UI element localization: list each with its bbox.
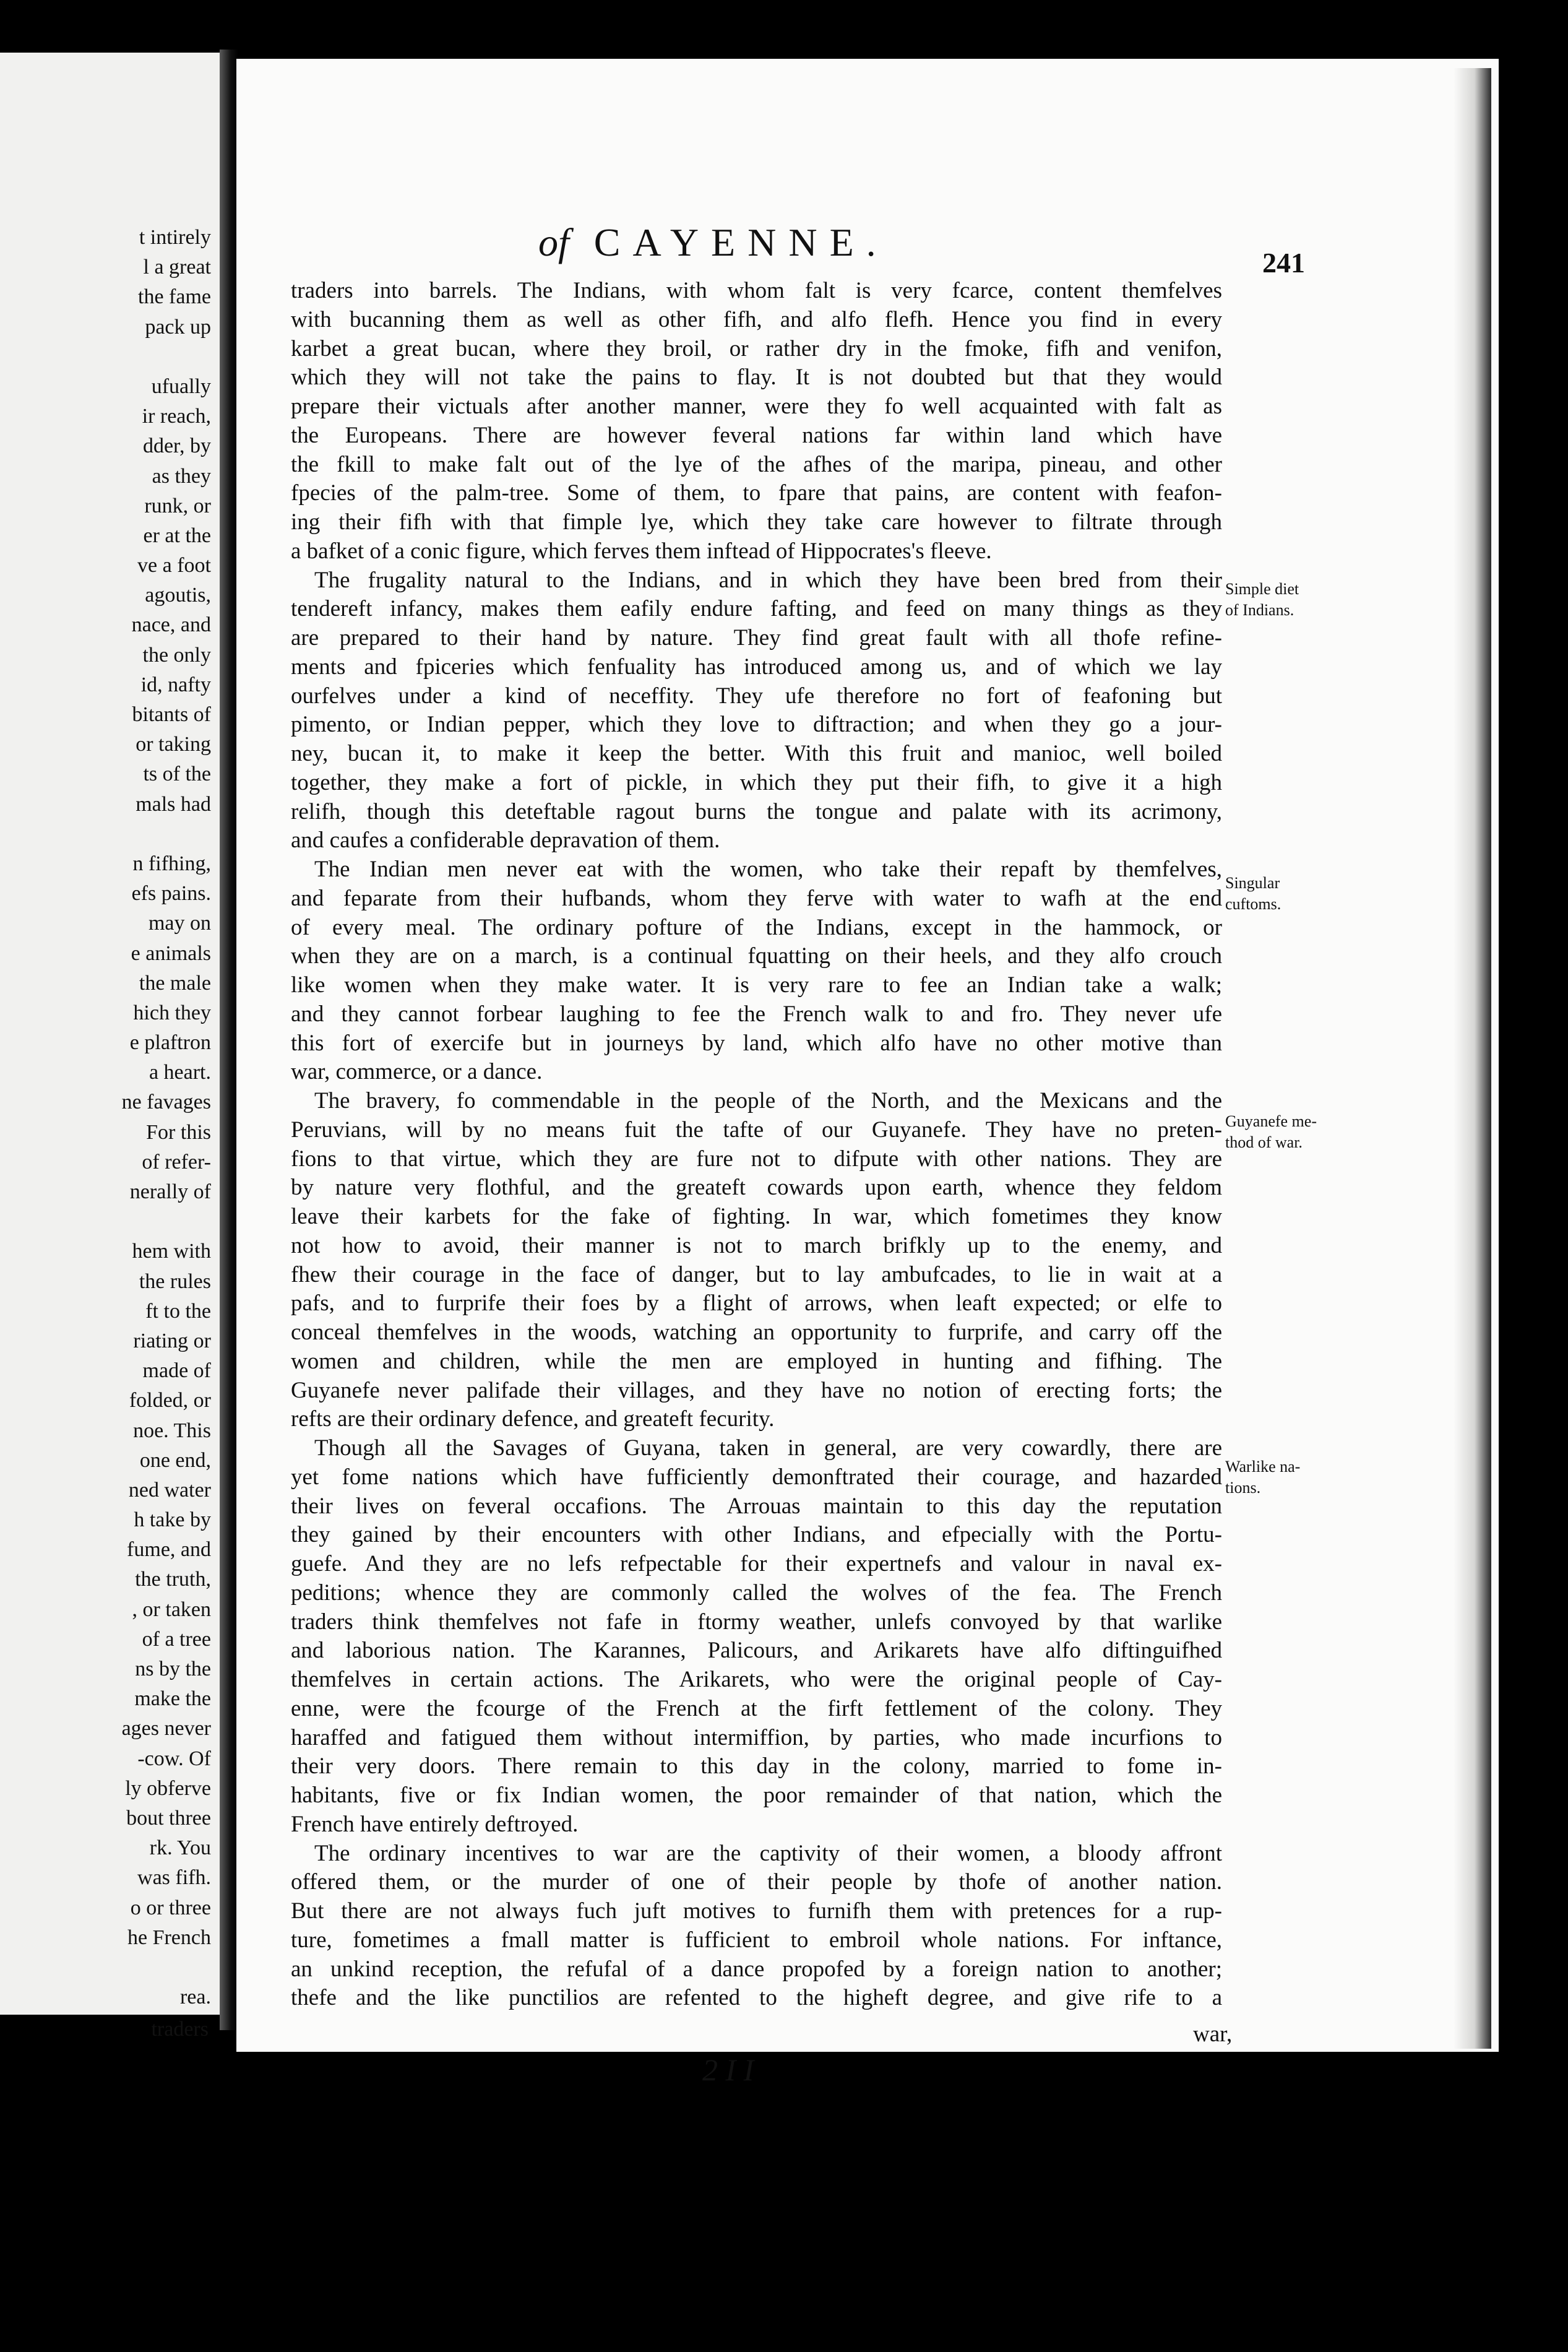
left-page-line: folded, or [129,1389,211,1412]
text-line: prepare their victuals after another manner, were they fo well acquainted with falt as [291,394,1222,419]
text-line: French have entirely deftroyed. [291,1811,579,1837]
left-page-line: fume, and [127,1538,211,1562]
text-line: traders into barrels. The Indians, with whom falt is very fcarce, content themfelves [291,278,1222,303]
left-page-line: rea. [179,1986,211,2009]
text-line: conceal themfelves in the woods, watching an opportunity to furprife, and carry off the [291,1320,1222,1345]
left-page-line [7,342,211,372]
text-line: not how to avoid, their manner is not to march brifkly up to the enemy, and [291,1232,1222,1258]
left-page-line: the fame [138,285,211,309]
left-page-catchword: traders [151,2018,209,2041]
margin-note-line: cuftoms. [1225,895,1282,913]
text-line: ney, bucan it, to make it keep the better. With this fruit and manioc, well boiled [291,741,1222,766]
text-line: peditions; whence they are commonly called the wolves of the fea. The French [291,1580,1222,1606]
text-line: But there are not always fuch juft motives to furnifh them with pretences for a rup- [291,1898,1222,1924]
left-page-line: made of [142,1359,211,1383]
text-line: yet fome nations which have fufficiently demonftrated their courage, and hazarded [291,1464,1222,1490]
text-line: war, commerce, or a dance. [291,1059,543,1085]
text-line: guefe. And they are no lefs refpectable for their expertnefs and valour in naval ex- [291,1551,1222,1576]
left-page-line: nerally of [129,1180,211,1203]
margin-note-line: Guyanefe me- [1225,1112,1317,1130]
left-page-line: o or three [130,1896,211,1919]
margin-note-line: Singular [1225,874,1280,892]
left-page-line: ve a foot [137,554,211,577]
text-line: karbet a great bucan, where they broil, or rather dry in the fmoke, fifh and venifon, [291,335,1222,361]
text-line: their very doors. There remain to this day in the colony, married to fome in- [291,1753,1222,1779]
margin-note-line: tions. [1225,1479,1261,1497]
text-line: and they cannot forbear laughing to fee the French walk to and fro. They never ufe [291,1001,1222,1027]
text-line: with bucanning them as well as other fifh, and alfo flefh. Hence you find in every [291,306,1222,332]
text-line: which they will not take the pains to flay. It is not doubted but that they would [291,365,1222,391]
text-line: fions to that virtue, which they are fure not to difpute with other nations. They are [291,1146,1222,1172]
left-page-line: agoutis, [145,584,211,607]
text-line: their lives on feveral occafions. The Arrouas maintain to this day the reputation [291,1493,1222,1519]
left-page-line: For this [146,1120,211,1144]
margin-note-line: of Indians. [1225,601,1294,619]
left-page-line: ly obferve [125,1776,211,1800]
left-page-line: id, nafty [140,673,211,696]
text-line: the fkill to make falt out of the lye of the afhes of the maripa, pineau, and other [291,451,1222,477]
text-line: The Indian men never eat with the women, who take their repaft by themfelves, [314,857,1222,882]
left-page-line: n fifhing, [132,852,211,875]
text-line: ments and fpiceries which fenfuality has introduced among us, and of which we lay [291,654,1222,680]
text-line: refts are their ordinary defence, and greateft fecurity. [291,1406,775,1432]
text-line: The ordinary incentives to war are the captivity of their women, a bloody affront [314,1840,1222,1866]
book-gutter [220,50,238,2030]
left-page-line: nace, and [131,613,211,637]
left-page-line: may on [148,912,211,935]
signature-mark: 2 I I [702,2052,754,2087]
text-line: pimento, or Indian pepper, which they love to diftraction; and when they go a jour- [291,712,1222,738]
left-page-line: e plaftron [129,1031,211,1055]
margin-note [1225,1456,1300,1498]
text-line: when they are on a march, is a continual fquatting on their heels, and they alfo crouch [291,943,1222,969]
text-line: ourfelves under a kind of neceffity. They ufe therefore no fort of feafoning but [291,683,1222,709]
header-of: of [538,220,569,264]
text-line: Peruvians, will by no means fuit the tafte of our Guyanefe. They have no preten- [291,1117,1222,1143]
left-page-line: noe. This [133,1419,211,1442]
text-line: enne, were the fcourge of the French at the firft fettlement of the colony. They [291,1695,1222,1721]
text-line: like women when they make water. It is very rare to fee an Indian take a walk; [291,972,1222,998]
text-line: the Europeans. There are however feveral nations far within land which have [291,422,1222,448]
left-page-line: riating or [133,1329,211,1352]
text-line: pafs, and to furprife their foes by a flight of arrows, when leaft expected; or elfe to [291,1291,1222,1317]
left-page-line: ne favages [121,1091,211,1114]
left-page-line: mals had [136,792,211,816]
text-line: themfelves in certain actions. The Arikarets, who were the original people of Cay- [291,1667,1222,1692]
left-page-line: -cow. Of [137,1747,211,1770]
margin-note [1225,1111,1317,1153]
left-page-line: efs pains. [131,882,211,906]
text-line: and laborious nation. The Karannes, Palicours, and Arikarets have alfo diftinguifhed [291,1638,1222,1664]
left-page-line: hem with [132,1240,211,1263]
page-edge-shadow [1454,68,1491,2049]
margin-note [1225,873,1281,915]
text-line: relifh, though this deteftable ragout burns the tongue and palate with its acrimony, [291,798,1222,824]
text-line: Guyanefe never palifade their villages, and they have no notion of erecting forts; the [291,1377,1222,1403]
left-page-line: make the [134,1687,211,1711]
left-page-line: he French [127,1926,211,1949]
text-line: by nature very flothful, and the greateft cowards upon earth, whence they feldom [291,1175,1222,1201]
text-line: ing their fifh with that fimple lye, which they take care however to filtrate through [291,509,1222,535]
left-page-line: a heart. [149,1061,211,1084]
text-line: tendereft infancy, makes them eafily endure fafting, and feed on many things as they [291,596,1222,622]
left-page-line: the male [139,971,211,995]
left-page-line: h take by [134,1508,211,1532]
left-page-line: l a great [143,256,211,279]
left-page-line: e animals [131,941,211,965]
left-page-line: ts of the [143,763,211,786]
left-facing-page [0,53,222,2041]
left-page-line: as they [152,464,211,488]
body-text [291,277,1222,2013]
page-number: 241 [1262,247,1305,279]
text-line: an unkind reception, the refufal of a dance propofed by a foreign nation to another; [291,1956,1222,1982]
text-line: fhew their courage in the face of danger, but to lay ambufcades, to lie in wait at a [291,1261,1222,1287]
left-page-line: ft to the [145,1299,211,1323]
text-line: Though all the Savages of Guyana, taken in general, are very cowardly, there are [314,1435,1222,1461]
text-line: The bravery, fo commendable in the people of the North, and the Mexicans and the [314,1088,1222,1113]
text-line: ture, fometimes a fmall matter is fufficient to embroil whole nations. For inftance, [291,1927,1222,1953]
text-line: together, they make a fort of pickle, in which they put their fifh, to give it a high [291,769,1222,795]
left-page-line: ns by the [135,1658,211,1680]
left-page-line [7,819,211,849]
left-page-line: was fifh. [137,1866,211,1890]
left-page-line [7,1953,211,1982]
left-page-line: hich they [133,1001,211,1024]
running-header [538,220,889,266]
left-page-line: of refer- [142,1150,211,1174]
text-line: and caufes a confiderable depravation of them. [291,828,720,854]
catchword: war, [1193,2021,1233,2047]
text-line: they gained by their encounters with other Indians, and efpecially with the Portu- [291,1522,1222,1548]
margin-note-line: Simple diet [1225,580,1299,598]
left-page-line: the only [142,643,211,667]
margin-note-line: Warlike na- [1225,1458,1301,1476]
text-line: this fort of exercife but in journeys by land, which alfo have no other motive than [291,1030,1222,1056]
left-page-line: runk, or [144,494,211,517]
header-title: CAYENNE. [593,220,889,264]
left-page-line: ir reach, [142,405,211,428]
left-page-line: er at the [143,524,211,547]
text-line: leave their karbets for the fake of fighting. In war, which fometimes they know [291,1204,1222,1229]
text-line: fpecies of the palm-tree. Some of them, to fpare that pains, are content with feafon- [291,480,1222,506]
margin-note-line: thod of war. [1225,1133,1303,1151]
left-page-line: one end, [139,1448,211,1472]
text-line: traders think themfelves not fafe in ftormy weather, unlefs convoyed by that warlike [291,1609,1222,1635]
left-page-line: ned water [128,1478,211,1502]
text-line: habitants, five or fix Indian women, the poor remainder of that nation, which the [291,1783,1222,1808]
left-page-line [7,1207,211,1237]
left-page-line: ufually [151,374,211,398]
left-page-line: t intirely [139,226,211,249]
left-page-line: the rules [139,1269,211,1293]
text-line: of every meal. The ordinary pofture of the Indians, except in the hammock, or [291,914,1222,940]
left-page-line: of a tree [142,1627,211,1651]
left-page-line: the truth, [135,1568,211,1591]
left-page-text [7,223,211,2012]
text-line: a bafket of a conic figure, which ferves them inftead of Hippocrates's fleeve. [291,538,992,564]
text-line: and feparate from their hufbands, whom they ferve with water to wafh at the end [291,885,1222,911]
text-line: haraffed and fatigued them without intermiffion, by parties, who made incurfions to [291,1724,1222,1750]
text-line: offered them, or the murder of one of their people by thofe of another nation. [291,1869,1222,1895]
left-page-line: bitants of [132,703,211,726]
left-page-line: bout three [126,1806,211,1830]
text-line: The frugality natural to the Indians, and in which they have been bred from their [314,567,1222,593]
left-page-line: pack up [145,315,211,339]
left-page-line: or taking [136,733,211,756]
left-page-line: , or taken [132,1598,211,1621]
left-page-line: dder, by [142,435,211,458]
text-line: women and children, while the men are employed in hunting and fifhing. The [291,1348,1222,1374]
left-page-line: ages never [121,1717,211,1740]
text-line: are prepared to their hand by nature. They find great fault with all thofe refine- [291,625,1222,651]
margin-note [1225,579,1299,621]
left-page-line: rk. You [149,1836,211,1860]
text-line: thefe and the like punctilios are refented to the higheft degree, and give rife to a [291,1985,1222,2011]
